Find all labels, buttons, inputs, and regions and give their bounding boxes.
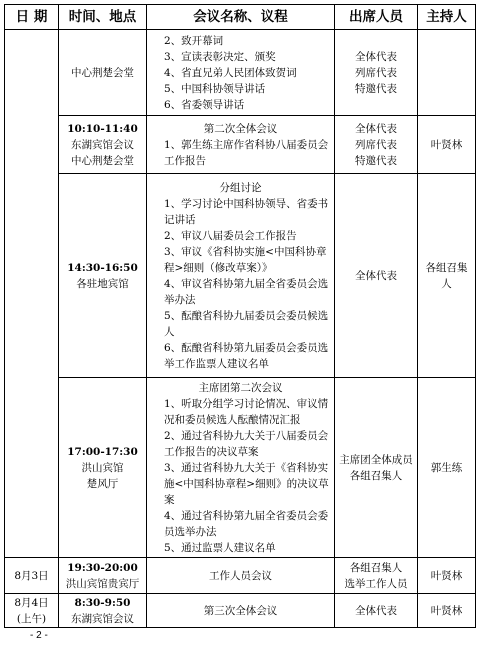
agenda-title: 工作人员会议 [209, 569, 272, 582]
agenda-item: 3、审议《省科协实施<中国科协章程>细则（修改草案）》 [164, 245, 327, 274]
time-text: 19:30-20:00 [67, 561, 138, 574]
time-place-cell [59, 594, 147, 628]
attendee-text: 特邀代表 [355, 82, 397, 95]
agenda-item: 1、听取分组学习讨论情况、审议情况和委员候选人酝酿情况汇报 [164, 397, 329, 426]
agenda-item: 1、郭生练主席作省科协八届委员会工作报告 [164, 138, 329, 167]
header-agenda: 会议名称、议程 [147, 5, 335, 30]
attendee-text: 列席代表 [355, 138, 397, 151]
agenda-item: 2、通过省科协九大关于八届委员会工作报告的决议草案 [164, 429, 329, 458]
attendee-text: 特邀代表 [355, 154, 397, 167]
agenda-item: 5、酝酿省科协九届委员会委员候选人 [164, 309, 329, 338]
time-text: 17:00-17:30 [67, 445, 138, 458]
place-text: 中心荆楚会堂 [71, 154, 134, 167]
host-text: 各组召集人 [425, 261, 468, 290]
agenda-cell [147, 594, 335, 628]
attendee-text: 全体代表 [355, 269, 397, 282]
place-text: 中心荆楚会堂 [71, 66, 134, 79]
agenda-item: 1、学习讨论中国科协领导、省委书记讲话 [164, 197, 329, 226]
place-text: 洪山宾馆贵宾厅 [65, 577, 140, 590]
header-time-place: 时间、地点 [59, 5, 147, 30]
attendees-cell [335, 30, 418, 116]
table-row [5, 174, 476, 378]
header-date: 日 期 [5, 5, 59, 30]
attendees-cell [335, 116, 418, 174]
table-row [5, 378, 476, 558]
agenda-title: 第二次全体会议 [203, 122, 278, 135]
attendees-cell [335, 594, 418, 628]
agenda-item: 4、审议省科协第九届全省委员会选举办法 [164, 277, 329, 306]
time-place-cell [59, 378, 147, 558]
table-row [5, 558, 476, 594]
agenda-cell [147, 116, 335, 174]
time-text: 14:30-16:50 [67, 261, 138, 274]
agenda-cell [147, 378, 335, 558]
time-place-cell [59, 558, 147, 594]
place-text: 东湖宾馆会议 [71, 612, 134, 625]
attendee-text: 全体代表 [355, 122, 397, 135]
date-text: (上午) [16, 612, 47, 625]
time-place-cell [59, 174, 147, 378]
header-host: 主持人 [418, 5, 476, 30]
host-cell: 叶贤林 [418, 594, 476, 628]
attendees-cell [335, 558, 418, 594]
agenda-cell [147, 558, 335, 594]
time-text: 10:10-11:40 [67, 122, 138, 135]
time-place-cell [59, 116, 147, 174]
date-cell [5, 594, 59, 628]
place-text: 东湖宾馆会议 [71, 138, 134, 151]
host-cell: 叶贤林 [418, 116, 476, 174]
agenda-item: 5、中国科协领导讲话 [164, 82, 266, 95]
agenda-title: 第三次全体会议 [203, 604, 278, 617]
date-cell: 8月3日 [5, 558, 59, 594]
page-number: - 2 - [30, 630, 48, 641]
time-text: 8:30-9:50 [74, 596, 131, 609]
table-row [5, 116, 476, 174]
attendee-text: 各组召集人 [349, 469, 403, 482]
agenda-item: 2、致开幕词 [164, 34, 224, 47]
table-row [5, 594, 476, 628]
attendee-text: 全体代表 [355, 604, 397, 617]
host-cell [418, 174, 476, 378]
host-cell [418, 30, 476, 116]
host-cell: 郭生练 [418, 378, 476, 558]
agenda-item: 4、省直兄弟人民团体致贺词 [164, 66, 297, 79]
time-place-cell [59, 30, 147, 116]
attendee-text: 选举工作人员 [344, 577, 408, 590]
agenda-item: 3、通过省科协九大关于《省科协实施<中国科协章程>细则》的决议草案 [164, 461, 329, 506]
agenda-item: 6、酝酿省科协第九届委员会委员选举工作监票人建议名单 [164, 341, 329, 370]
date-text: 8月4日 [14, 596, 49, 609]
attendees-cell [335, 378, 418, 558]
agenda-item: 4、通过省科协第九届全省委员会委员选举办法 [164, 509, 329, 538]
agenda-title: 分组讨论 [219, 181, 262, 194]
header-attendees: 出席人员 [335, 5, 418, 30]
agenda-item: 6、省委领导讲话 [164, 98, 245, 111]
attendee-text: 各组召集人 [349, 561, 403, 574]
attendee-text: 全体代表 [355, 50, 397, 63]
attendee-text: 主席团全体成员 [339, 453, 413, 466]
attendee-text: 列席代表 [355, 66, 397, 79]
agenda-table [4, 4, 476, 628]
attendees-cell [335, 174, 418, 378]
agenda-cell [147, 30, 335, 116]
agenda-cell [147, 174, 335, 378]
agenda-item: 5、通过监票人建议名单 [164, 541, 276, 554]
header-row [5, 5, 476, 30]
agenda-item: 3、宣读表彰决定、颁奖 [164, 50, 276, 63]
table-row [5, 30, 476, 116]
agenda-title: 主席团第二次会议 [198, 381, 283, 394]
place-text: 楚风厅 [86, 477, 119, 490]
place-text: 洪山宾馆 [81, 461, 124, 474]
host-cell: 叶贤林 [418, 558, 476, 594]
place-text: 各驻地宾馆 [76, 277, 129, 290]
date-cell-aug2 [5, 30, 59, 558]
agenda-item: 2、审议八届委员会工作报告 [164, 229, 297, 242]
